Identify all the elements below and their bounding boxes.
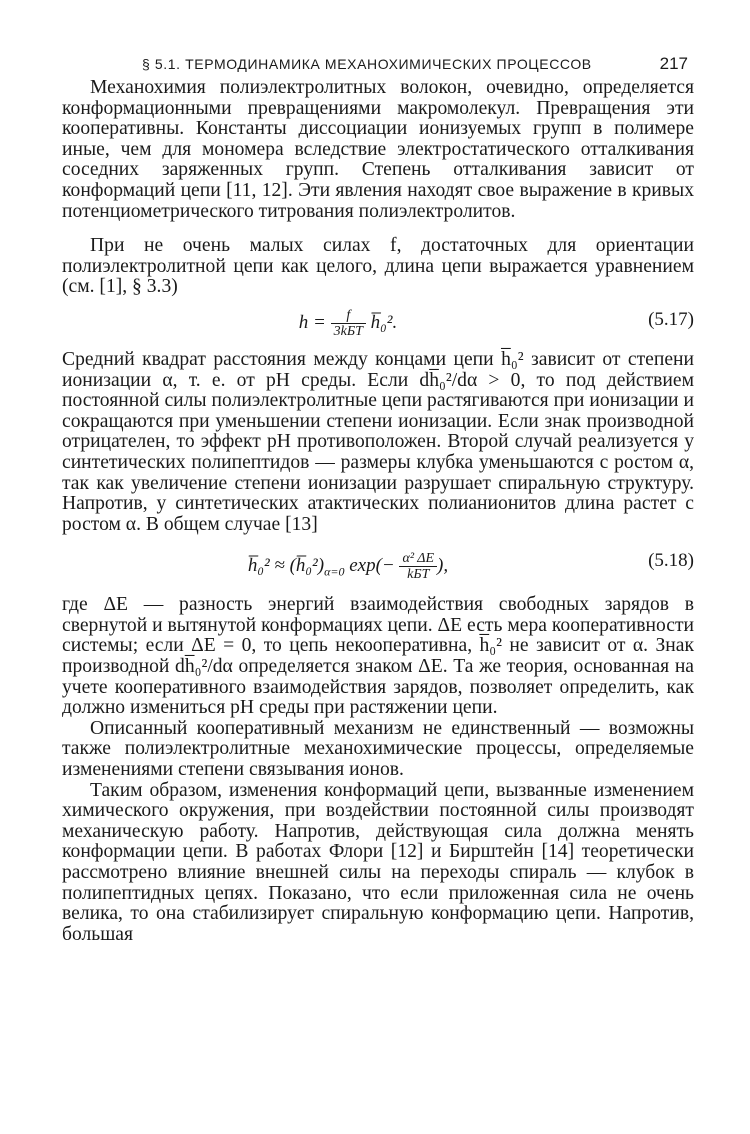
equation-5-17: [62, 298, 694, 350]
eq-fraction: [399, 551, 437, 582]
eq-rhs: h̅₀².: [370, 311, 398, 333]
paragraph-2: При не очень малых силах f, достаточных для ориентации полиэлектролитной цепи как целого, длина цепи выражается уравнением (см. [1], § 3.3): [62, 235, 694, 298]
equation-body: [62, 551, 634, 582]
eq-fraction-numerator: α² ΔE: [399, 551, 437, 567]
page-number: 217: [659, 54, 688, 73]
eq-close: ),: [437, 555, 449, 577]
equation-5-18: [62, 535, 694, 595]
eq-lhs: h̅₀² ≈ (h̅₀²): [247, 555, 325, 577]
equation-number: (5.17): [648, 308, 694, 330]
equation-number: (5.18): [648, 550, 694, 572]
paragraph-4: где ΔE — разность энергий взаимодействия свободных зарядов в свернутой и вытянутой конформациях цепи. ΔE есть мера кооперативности системы; если ΔE = 0, то цепь некооперативна, h̅₀² не зависит от α. Знак производной dh̅₀²/dα определяется знаком ΔE. Та же теория, основанная на учете кооперативного взаимодействия зарядов, позволяет определить, как должно измениться pH среды при растяжении цепи.: [62, 594, 694, 719]
eq-fraction-denominator: 3kБT: [333, 323, 363, 339]
eq-subscript: α=0: [324, 564, 345, 579]
eq-fraction-numerator: f: [331, 308, 366, 324]
body-text: [62, 78, 694, 945]
eq-lhs: h =: [298, 311, 326, 333]
eq-fraction-denominator: kБT: [407, 567, 430, 583]
eq-exp: exp(−: [344, 555, 395, 577]
eq-fraction: [331, 308, 366, 339]
paragraph-6: Таким образом, изменения конформаций цепи, вызванные изменением химического окружения, при воздействии постоянной силы производят механическую работу. Напротив, действующая сила должна менять конформации цепи. В работах Флори [12] и Бирштейн [14] теоретически рассмотрено влияние внешней силы на переходы спираль — клубок в полипептидных цепях. Показано, что если приложенная сила не очень велика, то она стабилизирует спиральную конформацию цепи. Напротив, большая: [62, 779, 694, 945]
book-page: [62, 48, 694, 945]
paragraph-5: Описанный кооперативный механизм не единственный — возможны также полиэлектролитные механохимические процессы, определяемые изменениями степени связывания ионов.: [62, 717, 694, 781]
section-title: § 5.1. ТЕРМОДИНАМИКА МЕХАНОХИМИЧЕСКИХ ПРОЦЕССОВ: [142, 56, 592, 72]
running-header: [62, 48, 694, 78]
paragraph-3: Средний квадрат расстояния между концами цепи h̅₀² зависит от степени ионизации α, т. е. от pH среды. Если dh̅₀²/dα > 0, то под действием постоянной силы полиэлектролитные цепи растягиваются при ионизации и сокращаются при уменьшении степени ионизации. Если знак производной отрицателен, то эффект pH противоположен. Второй случай реализуется у синтетических полипептидов — размеры клубка уменьшаются с ростом α, так как увеличение степени ионизации разрушает спиральную структуру. Напротив, у синтетических атактических полианионитов длина растет с ростом α. В общем случае [13]: [62, 348, 694, 535]
equation-body: [62, 308, 634, 339]
paragraph-1: Механохимия полиэлектролитных волокон, очевидно, определяется конформационными превращениями макромолекул. Превращения эти кооперативны. Константы диссоциации ионизуемых групп в полимере иные, чем для мономера вследствие электростатического отталкивания соседних заряженных групп. Степень отталкивания зависит от конформаций цепи [11, 12]. Эти явления находят свое выражение в кривых потенциометрического титрования полиэлектролитов.: [62, 77, 694, 222]
